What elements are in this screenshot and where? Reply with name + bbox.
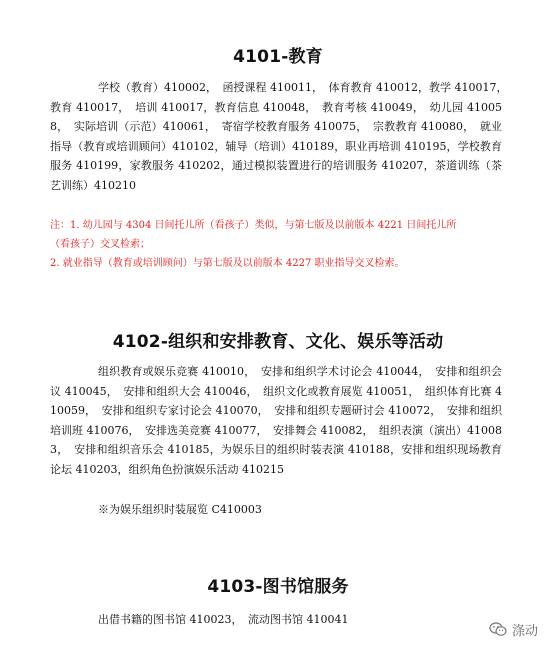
section-body-4102: 组织教育或娱乐竞赛 410010， 安排和组织学术讨论会 410044， 安排和组织会议 410045， 安排和组织大会 410046， 组织文化或教育展览 410051， 组织体育比赛 410059， 安排和组织专家讨论会 410070， 安排和组织专题研讨会 410072， 安排和组织培训班 410076， 安排选美竞赛 410077， 安排舞会 410082， 组织表演（演出）410083， 安排和组织音乐会 410185，为娱乐目的组织时装表演 410188，安排和组织现场教育论坛 410203，组织角色扮演娱乐活动 410215 <box>50 365 502 476</box>
note-1-line-2: （看孩子）交叉检索； <box>50 239 150 250</box>
note-block-4101 <box>50 216 510 273</box>
watermark <box>489 620 538 639</box>
section-title-4101: 4101-教育 <box>233 47 323 67</box>
section-title-4102: 4102-组织和安排教育、文化、娱乐等活动 <box>112 332 444 352</box>
section-body-4103: 出借书籍的图书馆 410023， 流动图书馆 410041 <box>98 613 349 626</box>
note-1-line-1: 注：1. 幼儿园与 4304 日间托儿所（看孩子）类似，与第七版及以前版本 4221 日间托儿所 <box>50 220 457 231</box>
section-body-4101: 学校（教育）410002， 函授课程 410011， 体育教育 410012，教学 410017， 教育 410017， 培训 410017，教育信息 410048， 教育考核 410049， 幼儿园 410058， 实际培训（示范）410061， 寄宿学校教育服务 410075， 宗教教育 410080， 就业指导（教育或培训顾问）410102，辅导（培训）410189，职业再培训 410195，学校教育服务 410199，家教服务 410202，通过模拟装置进行的培训服务 410207，茶道训练（茶艺训练）410210 <box>50 81 513 192</box>
section-title-4103: 4103-图书馆服务 <box>207 577 349 597</box>
note-2: 2. 就业指导（教育或培训顾问）与第七版及以前版本 4227 职业指导交叉检索。 <box>50 258 405 269</box>
wechat-icon <box>489 622 507 637</box>
watermark-label: 涤动 <box>511 624 538 639</box>
section-extra-4102: ※为娱乐组织时装展览 C410003 <box>98 503 262 516</box>
